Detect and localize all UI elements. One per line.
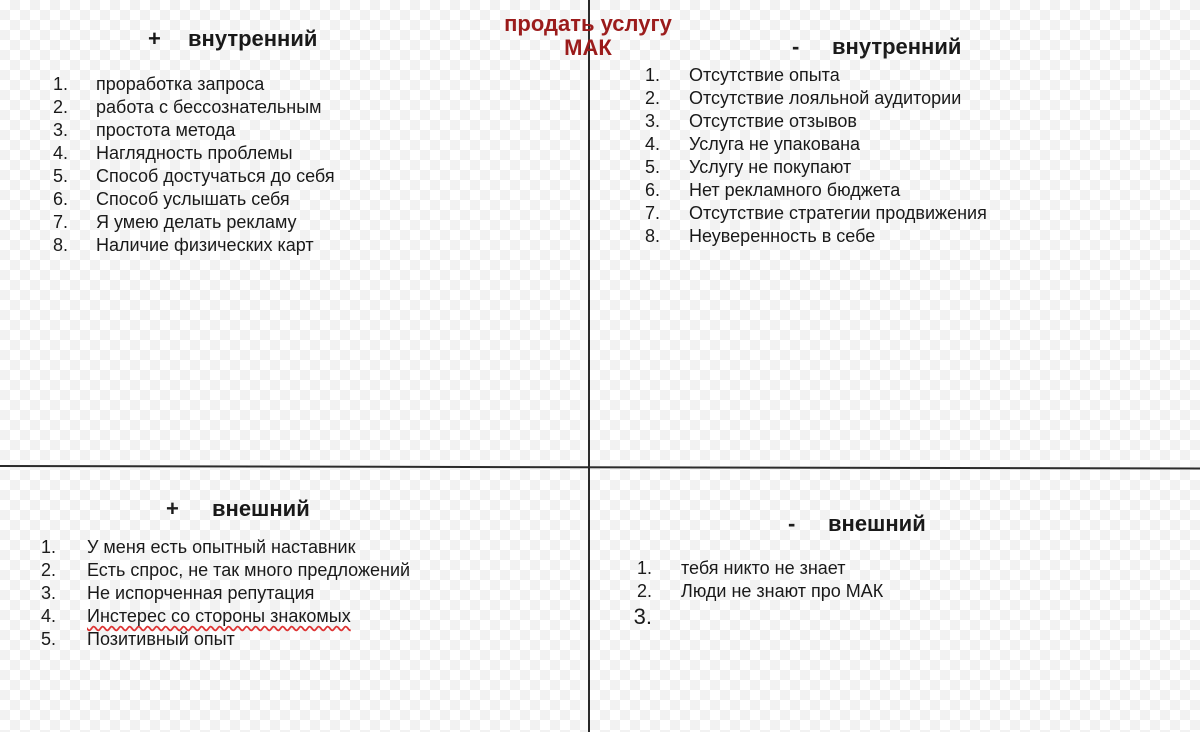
list-item: 3. Отсутствие отзывов xyxy=(644,111,857,131)
list-item: 1. тебя никто не знает xyxy=(636,558,846,578)
list-item: 7. Я умею делать рекламу xyxy=(52,212,297,232)
heading-external-plus xyxy=(166,496,310,522)
list-item: 7. Отсутствие стратегии продвижения xyxy=(644,203,987,223)
heading-label: внешний xyxy=(828,511,926,536)
list-external-threats xyxy=(632,557,883,631)
heading-sign: + xyxy=(166,496,179,521)
heading-label: внутренний xyxy=(832,34,962,59)
list-item: 2. работа с бессознательным xyxy=(52,97,322,117)
list-item: 8. Наличие физических карт xyxy=(52,235,314,255)
list-item: 6. Нет рекламного бюджета xyxy=(644,180,901,200)
list-item: 8. Неуверенность в себе xyxy=(644,226,876,246)
list-item: 1. проработка запроса xyxy=(52,74,265,94)
vertical-axis-line xyxy=(588,0,590,732)
list-item: 3. простота метода xyxy=(52,120,236,140)
heading-sign: - xyxy=(788,511,796,536)
horizontal-axis-line xyxy=(0,465,1200,470)
list-item: 2. Люди не знают про МАК xyxy=(636,581,884,601)
heading-sign: - xyxy=(792,34,800,59)
list-item: 1. Отсутствие опыта xyxy=(644,65,840,85)
heading-label: внешний xyxy=(212,496,310,521)
list-item: 5. Способ достучаться до себя xyxy=(52,166,335,186)
heading-internal-minus xyxy=(792,34,961,60)
heading-external-minus xyxy=(788,511,926,537)
list-item: 4. Инстерес со стороны знакомых xyxy=(40,606,351,626)
heading-internal-plus xyxy=(148,26,317,52)
list-item: 4. Наглядность проблемы xyxy=(52,143,293,163)
list-external-opportunities xyxy=(38,536,410,651)
list-item: 2. Отсутствие лояльной аудитории xyxy=(644,88,962,108)
heading-sign: + xyxy=(148,26,161,51)
list-item: 2. Есть спрос, не так много предложений xyxy=(40,560,411,580)
page-title: продать услугу МАК xyxy=(504,11,672,60)
list-item: 6. Способ услышать себя xyxy=(52,189,290,209)
list-item: 1. У меня есть опытный наставник xyxy=(40,537,356,557)
list-item: 4. Услуга не упакована xyxy=(644,134,861,154)
list-item: 3. Не испорченная репутация xyxy=(40,583,315,603)
heading-label: внутренний xyxy=(188,26,318,51)
list-internal-weaknesses xyxy=(640,64,987,248)
list-item: 5. Услугу не покупают xyxy=(644,157,852,177)
list-item: 3. xyxy=(633,604,652,629)
list-item: 5. Позитивный опыт xyxy=(40,629,235,649)
list-internal-strengths xyxy=(48,73,335,257)
